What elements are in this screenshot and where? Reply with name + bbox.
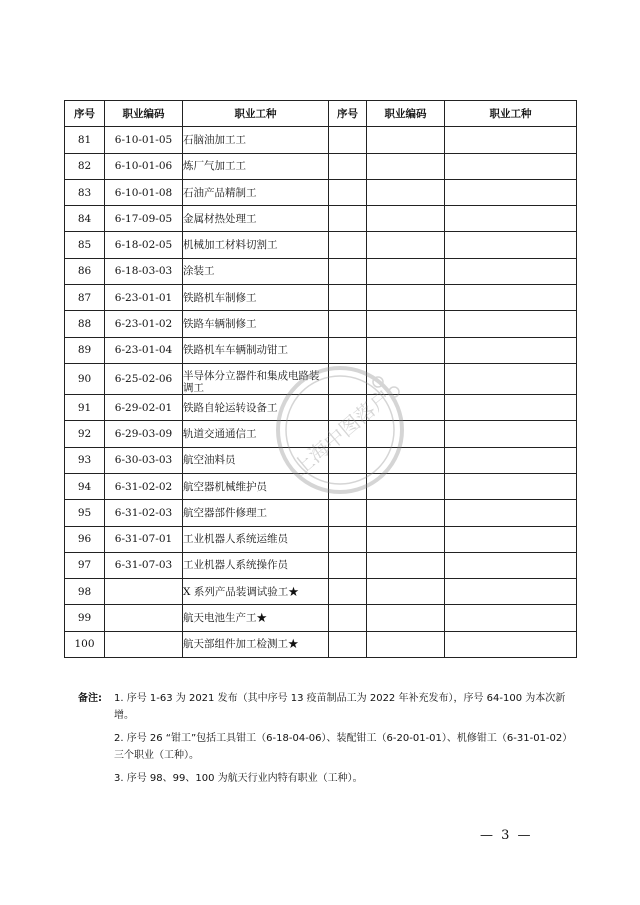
code-cell: 6-10-01-05 — [105, 127, 183, 153]
empty-code-cell — [367, 526, 445, 552]
table-row — [65, 337, 577, 363]
code-cell: 6-10-01-06 — [105, 153, 183, 179]
empty-code-cell — [367, 179, 445, 205]
note-item — [78, 730, 578, 764]
empty-no-cell — [329, 311, 367, 337]
table-row — [65, 579, 577, 605]
empty-code-cell — [367, 363, 445, 394]
code-cell: 6-18-02-05 — [105, 232, 183, 258]
table-row — [65, 285, 577, 311]
page-number: — 3 — — [480, 828, 533, 843]
empty-no-cell — [329, 153, 367, 179]
no-cell: 98 — [65, 579, 105, 605]
empty-job-cell — [445, 473, 577, 499]
note-text: 3. 序号 98、99、100 为航天行业内特有职业（工种）。 — [114, 773, 363, 784]
job-name-cell: 工业机器人系统运维员 — [183, 526, 329, 552]
empty-no-cell — [329, 395, 367, 421]
empty-code-cell — [367, 500, 445, 526]
empty-no-cell — [329, 206, 367, 232]
job-name-cell: 石脑油加工工 — [183, 127, 329, 153]
no-cell: 100 — [65, 631, 105, 657]
table-row — [65, 311, 577, 337]
table-row — [65, 447, 577, 473]
occupation-table — [64, 100, 577, 658]
note-item — [78, 770, 578, 787]
job-name-cell: 工业机器人系统操作员 — [183, 552, 329, 578]
empty-no-cell — [329, 285, 367, 311]
code-cell: 6-31-02-03 — [105, 500, 183, 526]
empty-job-cell — [445, 500, 577, 526]
empty-no-cell — [329, 258, 367, 284]
table-row — [65, 526, 577, 552]
empty-code-cell — [367, 605, 445, 631]
empty-job-cell — [445, 421, 577, 447]
table-row — [65, 473, 577, 499]
table-row — [65, 127, 577, 153]
job-name-cell: 航天电池生产工★ — [183, 605, 329, 631]
empty-job-cell — [445, 258, 577, 284]
empty-no-cell — [329, 605, 367, 631]
empty-job-cell — [445, 605, 577, 631]
empty-code-cell — [367, 552, 445, 578]
empty-job-cell — [445, 363, 577, 394]
job-name-cell: 航天部组件加工检测工★ — [183, 631, 329, 657]
table-header-row — [65, 101, 577, 127]
no-cell: 82 — [65, 153, 105, 179]
empty-job-cell — [445, 153, 577, 179]
empty-no-cell — [329, 232, 367, 258]
no-cell: 87 — [65, 285, 105, 311]
empty-job-cell — [445, 447, 577, 473]
job-name-cell: 机械加工材料切割工 — [183, 232, 329, 258]
job-name-cell: 炼厂气加工工 — [183, 153, 329, 179]
empty-job-cell — [445, 206, 577, 232]
job-name-cell: 涂装工 — [183, 258, 329, 284]
svg-text:上海中图落户: 上海中图落户 — [288, 384, 396, 481]
no-cell: 90 — [65, 363, 105, 394]
empty-code-cell — [367, 206, 445, 232]
empty-no-cell — [329, 500, 367, 526]
empty-no-cell — [329, 552, 367, 578]
no-cell: 95 — [65, 500, 105, 526]
empty-code-cell — [367, 473, 445, 499]
code-cell: 6-17-09-05 — [105, 206, 183, 232]
job-name-cell: 铁路车辆制修工 — [183, 311, 329, 337]
header-no-1: 序号 — [65, 101, 105, 127]
empty-code-cell — [367, 421, 445, 447]
header-code-1: 职业编码 — [105, 101, 183, 127]
code-cell: 6-18-03-03 — [105, 258, 183, 284]
code-cell — [105, 605, 183, 631]
note-text: 1. 序号 1-63 为 2021 发布（其中序号 13 疫苗制品工为 2022 年补充发布），序号 64-100 为本次新增。 — [114, 693, 566, 721]
table-row — [65, 179, 577, 205]
code-cell — [105, 579, 183, 605]
code-cell: 6-23-01-04 — [105, 337, 183, 363]
no-cell: 85 — [65, 232, 105, 258]
no-cell: 88 — [65, 311, 105, 337]
job-name-cell: 铁路机车制修工 — [183, 285, 329, 311]
header-job-1: 职业工种 — [183, 101, 329, 127]
no-cell: 91 — [65, 395, 105, 421]
table-row — [65, 206, 577, 232]
empty-no-cell — [329, 631, 367, 657]
no-cell: 99 — [65, 605, 105, 631]
empty-code-cell — [367, 285, 445, 311]
empty-code-cell — [367, 337, 445, 363]
empty-job-cell — [445, 631, 577, 657]
empty-job-cell — [445, 232, 577, 258]
no-cell: 86 — [65, 258, 105, 284]
empty-no-cell — [329, 473, 367, 499]
no-cell: 92 — [65, 421, 105, 447]
empty-code-cell — [367, 579, 445, 605]
empty-job-cell — [445, 179, 577, 205]
note-item — [78, 690, 578, 724]
notes-label: 备注: — [78, 693, 102, 704]
empty-code-cell — [367, 631, 445, 657]
no-cell: 89 — [65, 337, 105, 363]
job-name-cell: 航空器机械维护员 — [183, 473, 329, 499]
no-cell: 83 — [65, 179, 105, 205]
table-row — [65, 552, 577, 578]
empty-code-cell — [367, 153, 445, 179]
job-name-cell: 半导体分立器件和集成电路装调工 — [183, 363, 329, 394]
job-name-cell: 铁路机车车辆制动钳工 — [183, 337, 329, 363]
job-name-cell: 轨道交通通信工 — [183, 421, 329, 447]
empty-no-cell — [329, 337, 367, 363]
empty-no-cell — [329, 526, 367, 552]
no-cell: 81 — [65, 127, 105, 153]
code-cell: 6-31-07-03 — [105, 552, 183, 578]
empty-job-cell — [445, 552, 577, 578]
job-name-cell: 金属材热处理工 — [183, 206, 329, 232]
code-cell: 6-10-01-08 — [105, 179, 183, 205]
code-cell: 6-30-03-03 — [105, 447, 183, 473]
code-cell: 6-31-07-01 — [105, 526, 183, 552]
empty-no-cell — [329, 447, 367, 473]
no-cell: 96 — [65, 526, 105, 552]
table-row — [65, 395, 577, 421]
empty-code-cell — [367, 258, 445, 284]
no-cell: 84 — [65, 206, 105, 232]
code-cell: 6-29-02-01 — [105, 395, 183, 421]
empty-job-cell — [445, 337, 577, 363]
empty-job-cell — [445, 395, 577, 421]
empty-no-cell — [329, 421, 367, 447]
table-row — [65, 500, 577, 526]
empty-job-cell — [445, 526, 577, 552]
no-cell: 97 — [65, 552, 105, 578]
table-row — [65, 153, 577, 179]
note-text: 2. 序号 26 “钳工”包括工具钳工（6-18-04-06）、装配钳工（6-20-01-01）、机修钳工（6-31-01-02）三个职业（工种）。 — [114, 733, 573, 761]
empty-job-cell — [445, 311, 577, 337]
code-cell: 6-23-01-02 — [105, 311, 183, 337]
no-cell: 94 — [65, 473, 105, 499]
code-cell — [105, 631, 183, 657]
empty-code-cell — [367, 395, 445, 421]
job-name-cell: 航空器部件修理工 — [183, 500, 329, 526]
header-code-2: 职业编码 — [367, 101, 445, 127]
code-cell: 6-31-02-02 — [105, 473, 183, 499]
notes-section — [78, 690, 578, 793]
empty-no-cell — [329, 579, 367, 605]
job-name-cell: X 系列产品装调试验工★ — [183, 579, 329, 605]
job-name-cell: 石油产品精制工 — [183, 179, 329, 205]
no-cell: 93 — [65, 447, 105, 473]
empty-job-cell — [445, 579, 577, 605]
empty-code-cell — [367, 127, 445, 153]
table-row — [65, 363, 577, 394]
table-row — [65, 421, 577, 447]
table-row — [65, 605, 577, 631]
table-row — [65, 631, 577, 657]
empty-code-cell — [367, 447, 445, 473]
table-row — [65, 232, 577, 258]
header-no-2: 序号 — [329, 101, 367, 127]
empty-code-cell — [367, 311, 445, 337]
empty-no-cell — [329, 127, 367, 153]
code-cell: 6-23-01-01 — [105, 285, 183, 311]
empty-no-cell — [329, 179, 367, 205]
code-cell: 6-25-02-06 — [105, 363, 183, 394]
empty-job-cell — [445, 285, 577, 311]
empty-no-cell — [329, 363, 367, 394]
code-cell: 6-29-03-09 — [105, 421, 183, 447]
empty-job-cell — [445, 127, 577, 153]
job-name-cell: 航空油料员 — [183, 447, 329, 473]
empty-code-cell — [367, 232, 445, 258]
table-row — [65, 258, 577, 284]
job-name-cell: 铁路自轮运转设备工 — [183, 395, 329, 421]
header-job-2: 职业工种 — [445, 101, 577, 127]
